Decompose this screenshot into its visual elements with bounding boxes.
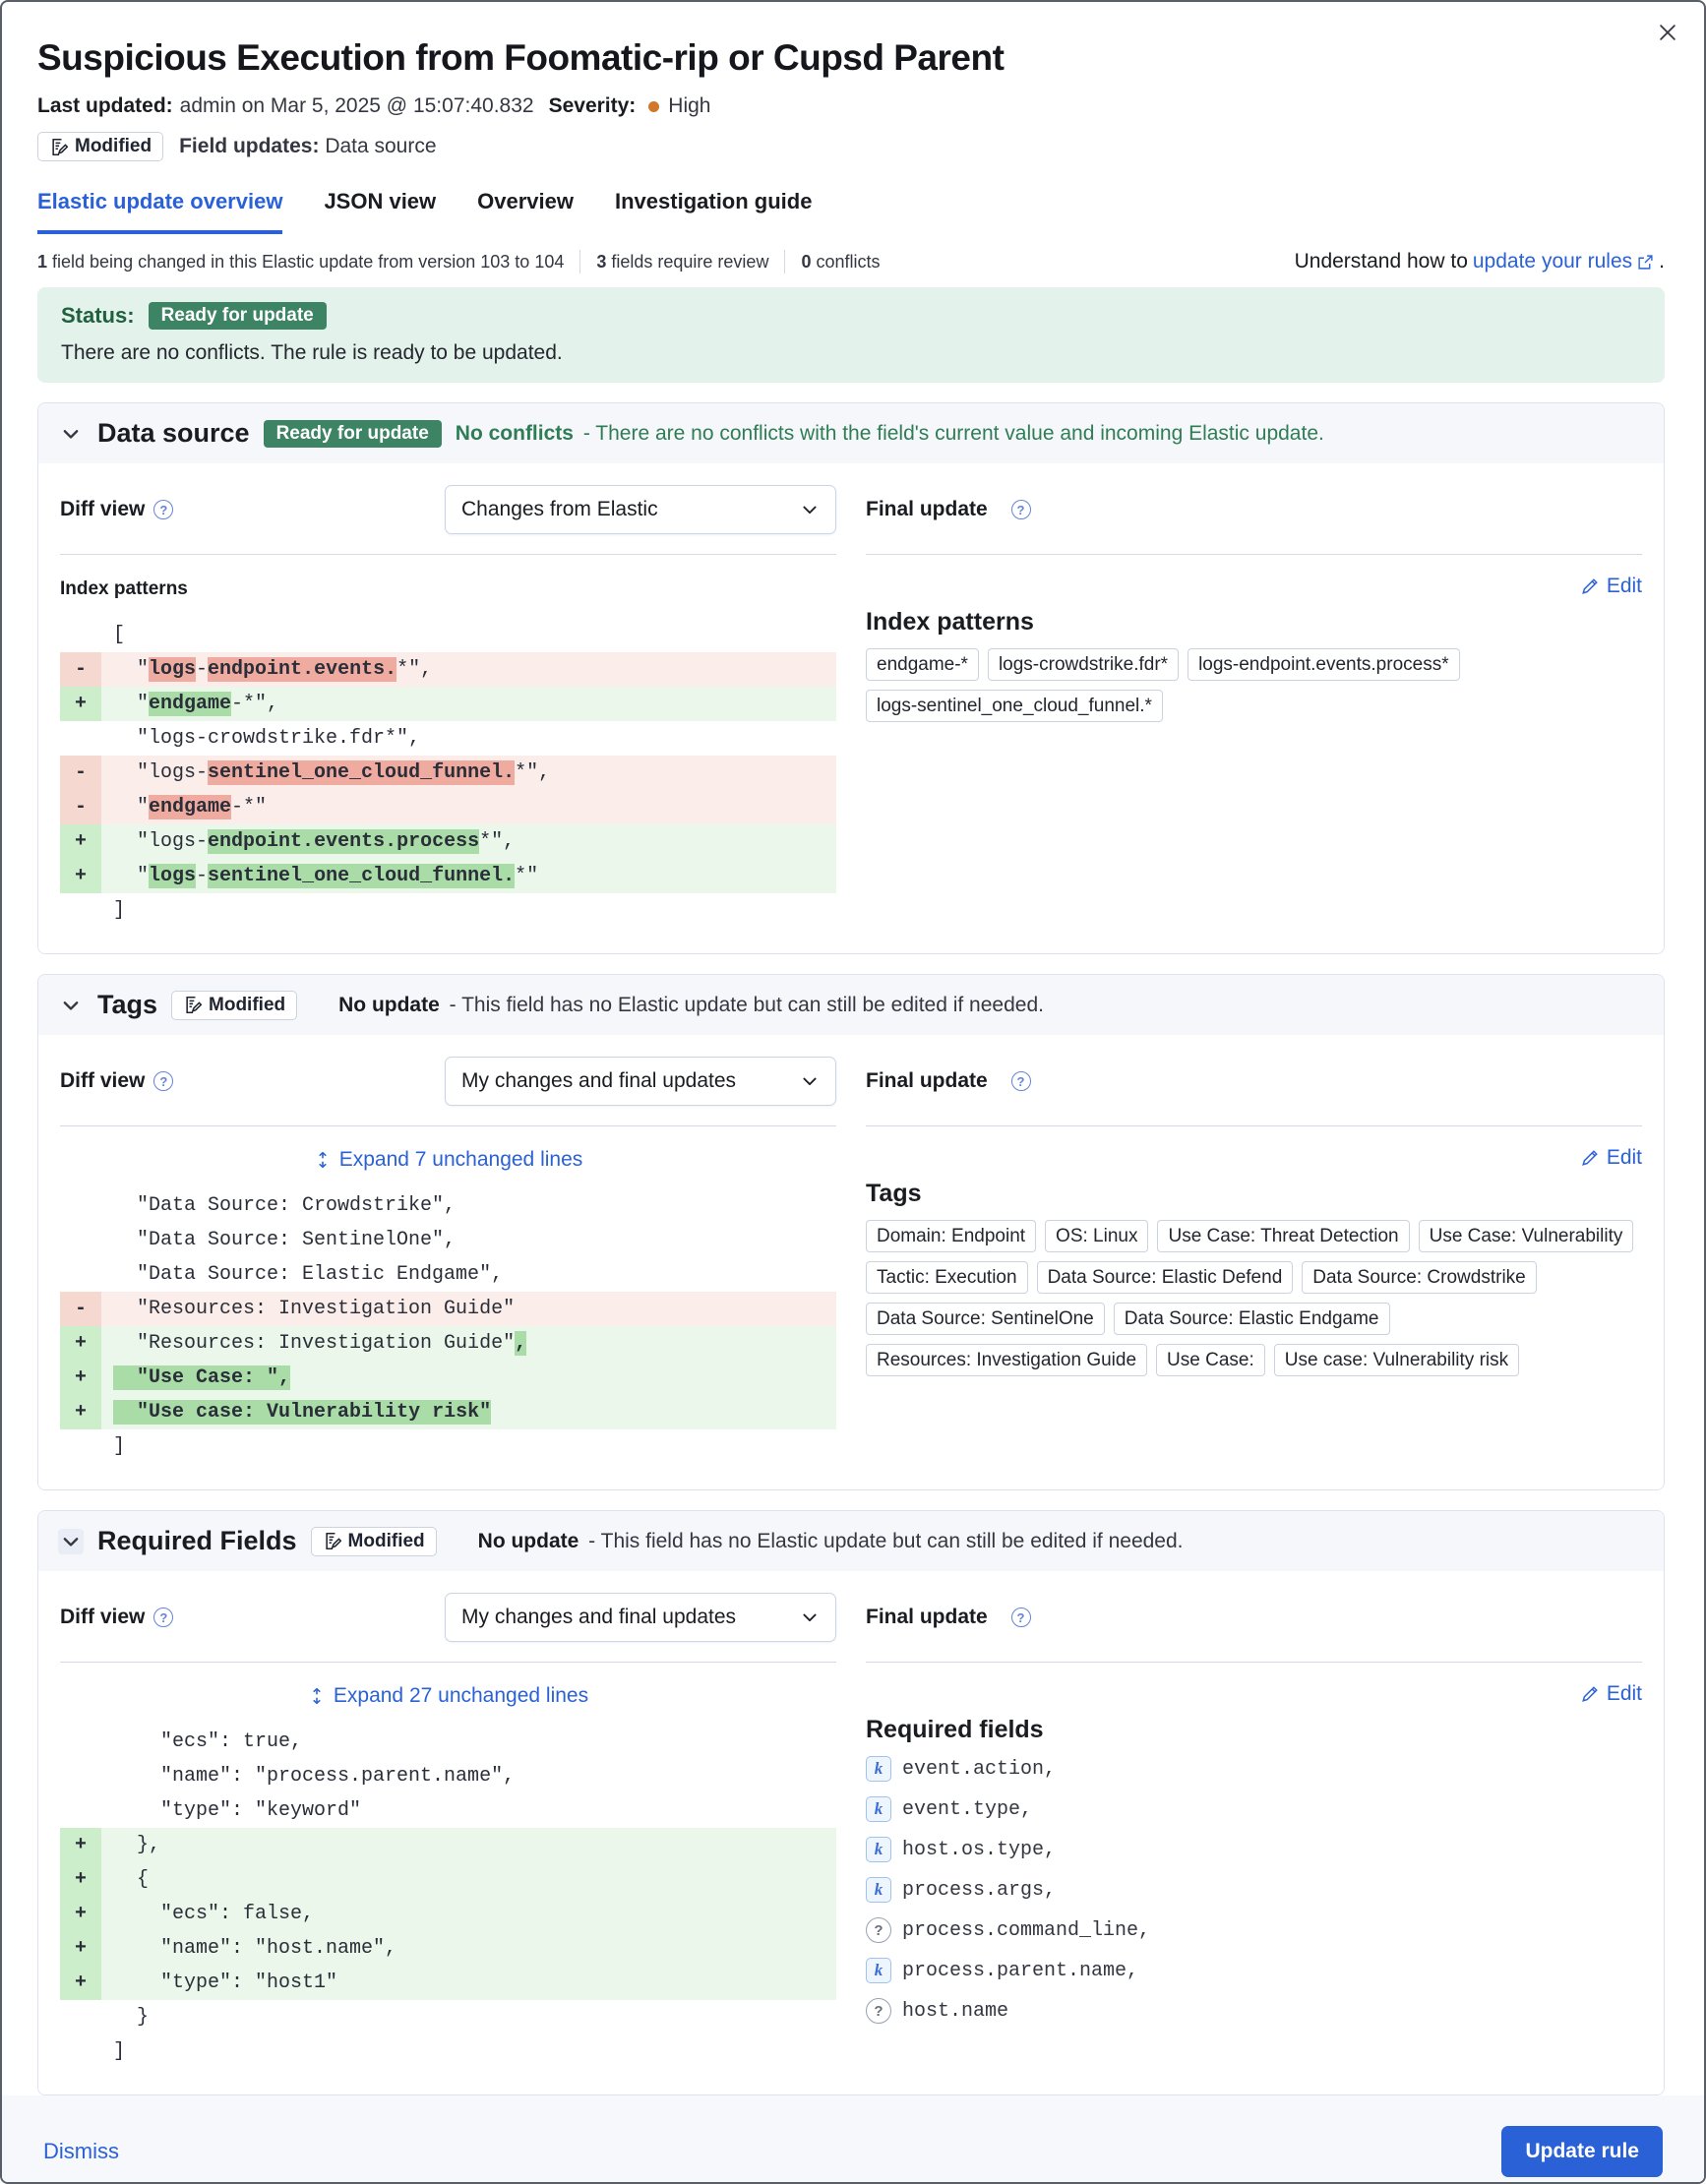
diff-line: "Data Source: Elastic Endgame", — [101, 1263, 504, 1286]
modified-badge: Modified — [171, 991, 297, 1020]
required-field-item: k process.parent.name, — [866, 1958, 1642, 1983]
tag-badge: Use Case: — [1156, 1344, 1265, 1376]
question-circle-icon[interactable]: ? — [153, 500, 173, 519]
tag-badge: OS: Linux — [1045, 1220, 1148, 1252]
diff-line: "Data Source: Crowdstrike", — [101, 1194, 457, 1217]
diff-line-added: + "logs-sentinel_one_cloud_funnel.*" — [60, 859, 836, 893]
section-status: No update - This field has no Elastic update but can still be edited if needed. — [338, 993, 1044, 1016]
tag-badge: Use Case: Vulnerability — [1419, 1220, 1634, 1252]
severity-label: Severity: — [548, 94, 637, 117]
severity-dot-icon — [648, 101, 659, 112]
unknown-token-icon: ? — [866, 1917, 891, 1943]
question-circle-icon[interactable]: ? — [153, 1608, 173, 1627]
status-callout — [37, 287, 1665, 383]
section-status: No conflicts - There are no conflicts with the field's current value and incoming Elastic update. — [455, 421, 1324, 445]
divider — [866, 554, 1642, 555]
field-updates — [179, 135, 436, 158]
required-fields-list — [866, 1756, 1642, 2024]
required-field-item: ? host.name — [866, 1998, 1642, 2024]
tag-badge: Domain: Endpoint — [866, 1220, 1036, 1252]
section-title: Tags — [97, 990, 158, 1019]
chevron-down-icon — [800, 1608, 820, 1627]
chevron-down-icon[interactable] — [58, 993, 84, 1018]
diff-line: ] — [101, 899, 126, 922]
tab-bar — [37, 189, 1665, 234]
edit-button[interactable]: Edit — [1581, 1682, 1642, 1706]
modified-badge — [37, 132, 163, 161]
divider — [60, 554, 836, 555]
expand-unchanged-lines-link[interactable]: Expand 7 unchanged lines — [314, 1148, 583, 1172]
final-update-label: Final update ? — [866, 485, 1642, 534]
update-your-rules-link[interactable]: update your rules — [1472, 250, 1633, 273]
final-update-column — [866, 1057, 1642, 1464]
tag-badge: Data Source: Elastic Defend — [1037, 1261, 1294, 1294]
diff-view-label: Diff view ? — [60, 1606, 173, 1629]
diff-line-added: + "ecs": false, — [60, 1897, 836, 1931]
required-field-item: k process.args, — [866, 1877, 1642, 1903]
diff-line: "type": "keyword" — [101, 1799, 362, 1822]
data-source-diff — [60, 618, 836, 928]
diff-column — [60, 1057, 836, 1464]
diff-line-added: + { — [60, 1862, 836, 1897]
pencil-icon — [1581, 577, 1599, 595]
diff-view-label: Diff view ? — [60, 498, 173, 521]
tag-badge: Tactic: Execution — [866, 1261, 1028, 1294]
rule-badges-row — [37, 132, 1665, 161]
tag-badge: Data Source: Elastic Endgame — [1114, 1303, 1390, 1335]
field-updates-value: Data source — [325, 135, 437, 157]
document-edit-icon — [323, 1532, 341, 1550]
index-patterns-heading: Index patterns — [866, 608, 1034, 636]
pencil-icon — [1581, 1685, 1599, 1703]
modified-badge-label: Modified — [75, 136, 152, 156]
final-update-label: Final update ? — [866, 1057, 1642, 1106]
chevron-down-icon — [800, 1071, 820, 1091]
tag-badge: Data Source: Crowdstrike — [1302, 1261, 1536, 1294]
external-link-icon — [1637, 254, 1654, 271]
tags-heading: Tags — [866, 1180, 922, 1207]
divider — [784, 250, 785, 273]
fields-changed-stat: 1 field being changed in this Elastic update from version 103 to 104 — [37, 251, 565, 272]
rule-meta — [37, 94, 1665, 118]
divider — [60, 1662, 836, 1663]
section-data-source — [37, 402, 1665, 954]
diff-line-removed: - "Resources: Investigation Guide" — [60, 1292, 836, 1326]
diff-line-removed: - "logs-endpoint.events.*", — [60, 652, 836, 687]
tab-investigation-guide[interactable]: Investigation guide — [615, 189, 813, 213]
unknown-token-icon: ? — [866, 1998, 891, 2024]
keyword-token-icon: k — [866, 1796, 891, 1822]
question-circle-icon[interactable]: ? — [153, 1071, 173, 1091]
severity-value: High — [668, 94, 711, 117]
dismiss-button[interactable]: Dismiss — [43, 2139, 119, 2163]
diff-line-removed: - "endgame-*" — [60, 790, 836, 824]
expand-unchanged-lines-link[interactable]: Expand 27 unchanged lines — [308, 1684, 588, 1708]
expand-icon — [314, 1151, 332, 1169]
status-label: Status: — [61, 303, 135, 328]
required-fields-diff — [60, 1725, 836, 2069]
question-circle-icon[interactable]: ? — [1011, 500, 1031, 519]
divider — [579, 250, 580, 273]
edit-button[interactable]: Edit — [1581, 1146, 1642, 1170]
index-pattern-badge: endgame-* — [866, 648, 979, 681]
close-icon[interactable] — [1653, 18, 1682, 47]
divider — [866, 1125, 1642, 1126]
pencil-icon — [1581, 1149, 1599, 1167]
section-required-fields-header[interactable] — [38, 1511, 1664, 1571]
flyout-footer — [2, 2095, 1704, 2184]
edit-button[interactable]: Edit — [1581, 575, 1642, 598]
document-edit-icon — [183, 996, 202, 1014]
diff-line-added: + "Use Case: ", — [60, 1361, 836, 1395]
help-text: Understand how to update your rules . — [1294, 250, 1665, 273]
index-pattern-badge: logs-crowdstrike.fdr* — [988, 648, 1179, 681]
keyword-token-icon: k — [866, 1756, 891, 1782]
diff-line-added: + "endgame-*", — [60, 687, 836, 721]
fields-review-stat: 3 fields require review — [596, 251, 769, 272]
diff-line-added: + }, — [60, 1828, 836, 1862]
index-patterns-badges — [866, 648, 1642, 722]
chevron-down-icon — [800, 500, 820, 519]
keyword-token-icon: k — [866, 1877, 891, 1903]
diff-line: } — [101, 2006, 150, 2029]
diff-line-added: + "name": "host.name", — [60, 1931, 836, 1966]
diff-column — [60, 1593, 836, 2069]
section-status: No update - This field has no Elastic update but can still be edited if needed. — [477, 1529, 1184, 1552]
keyword-token-icon: k — [866, 1958, 891, 1983]
required-field-item: k host.os.type, — [866, 1837, 1642, 1862]
required-field-item: ? process.command_line, — [866, 1917, 1642, 1943]
tag-badge: Use Case: Threat Detection — [1157, 1220, 1409, 1252]
tab-json-view[interactable]: JSON view — [324, 189, 437, 213]
index-pattern-badge: logs-sentinel_one_cloud_funnel.* — [866, 690, 1163, 722]
tags-badges — [866, 1220, 1642, 1376]
status-badge: Ready for update — [149, 302, 327, 330]
diff-line: "name": "process.parent.name", — [101, 1765, 516, 1788]
required-field-item: k event.type, — [866, 1796, 1642, 1822]
page-title: Suspicious Execution from Foomatic-rip or Cupsd Parent — [37, 37, 1005, 78]
diff-line-added: + "Use case: Vulnerability risk" — [60, 1395, 836, 1429]
required-fields-heading: Required fields — [866, 1716, 1044, 1743]
section-title: Required Fields — [97, 1526, 297, 1555]
section-required-fields — [37, 1510, 1665, 2095]
question-circle-icon[interactable]: ? — [1011, 1608, 1031, 1627]
last-updated-label: Last updated: — [37, 94, 173, 117]
tab-elastic-update-overview[interactable]: Elastic update overview — [37, 189, 282, 234]
diff-column — [60, 485, 836, 928]
diff-view-select[interactable]: Changes from Elastic — [445, 485, 836, 534]
diff-view-select[interactable]: My changes and final updates — [445, 1593, 836, 1642]
ready-for-update-badge: Ready for update — [264, 420, 442, 448]
divider — [866, 1662, 1642, 1663]
tag-badge: Use case: Vulnerability risk — [1274, 1344, 1519, 1376]
document-edit-icon — [49, 138, 68, 156]
diff-line-removed: - "logs-sentinel_one_cloud_funnel.*", — [60, 756, 836, 790]
final-update-label: Final update ? — [866, 1593, 1642, 1642]
update-stats-row — [37, 250, 1665, 273]
chevron-down-icon[interactable] — [58, 1529, 84, 1554]
last-updated-value: admin on Mar 5, 2025 @ 15:07:40.832 — [179, 94, 534, 117]
index-pattern-badge: logs-endpoint.events.process* — [1188, 648, 1460, 681]
status-message: There are no conflicts. The rule is ready to be updated. — [61, 341, 563, 364]
question-circle-icon[interactable]: ? — [1011, 1071, 1031, 1091]
modified-badge: Modified — [311, 1527, 437, 1556]
final-update-column — [866, 485, 1642, 928]
diff-view-select[interactable]: My changes and final updates — [445, 1057, 836, 1106]
conflicts-stat: 0 conflicts — [801, 251, 881, 272]
tag-badge: Resources: Investigation Guide — [866, 1344, 1147, 1376]
section-title: Data source — [97, 418, 250, 448]
index-patterns-label: Index patterns — [60, 578, 188, 599]
diff-line: ] — [101, 1435, 126, 1458]
expand-icon — [308, 1687, 326, 1705]
tag-badge: Data Source: SentinelOne — [866, 1303, 1105, 1335]
divider — [60, 1125, 836, 1126]
section-data-source-header[interactable] — [38, 403, 1664, 463]
diff-line: [ — [101, 624, 126, 646]
diff-line: "logs-crowdstrike.fdr*", — [101, 727, 421, 750]
diff-view-label: Diff view ? — [60, 1069, 173, 1093]
tags-diff — [60, 1188, 836, 1464]
diff-line: "Data Source: SentinelOne", — [101, 1229, 457, 1251]
tab-overview[interactable]: Overview — [477, 189, 574, 213]
flyout-content — [2, 2, 1704, 2095]
diff-line: "ecs": true, — [101, 1730, 303, 1753]
required-field-item: k event.action, — [866, 1756, 1642, 1782]
diff-line-added: + "Resources: Investigation Guide", — [60, 1326, 836, 1361]
update-rule-button[interactable]: Update rule — [1501, 2126, 1663, 2177]
section-tags — [37, 974, 1665, 1490]
final-update-column — [866, 1593, 1642, 2069]
section-tags-header[interactable] — [38, 975, 1664, 1035]
chevron-down-icon[interactable] — [58, 421, 84, 447]
diff-line-added: + "logs-endpoint.events.process*", — [60, 824, 836, 859]
diff-line: ] — [101, 2040, 126, 2063]
keyword-token-icon: k — [866, 1837, 891, 1862]
diff-line-added: + "type": "host1" — [60, 1966, 836, 2000]
field-updates-label: Field updates: — [179, 135, 320, 157]
